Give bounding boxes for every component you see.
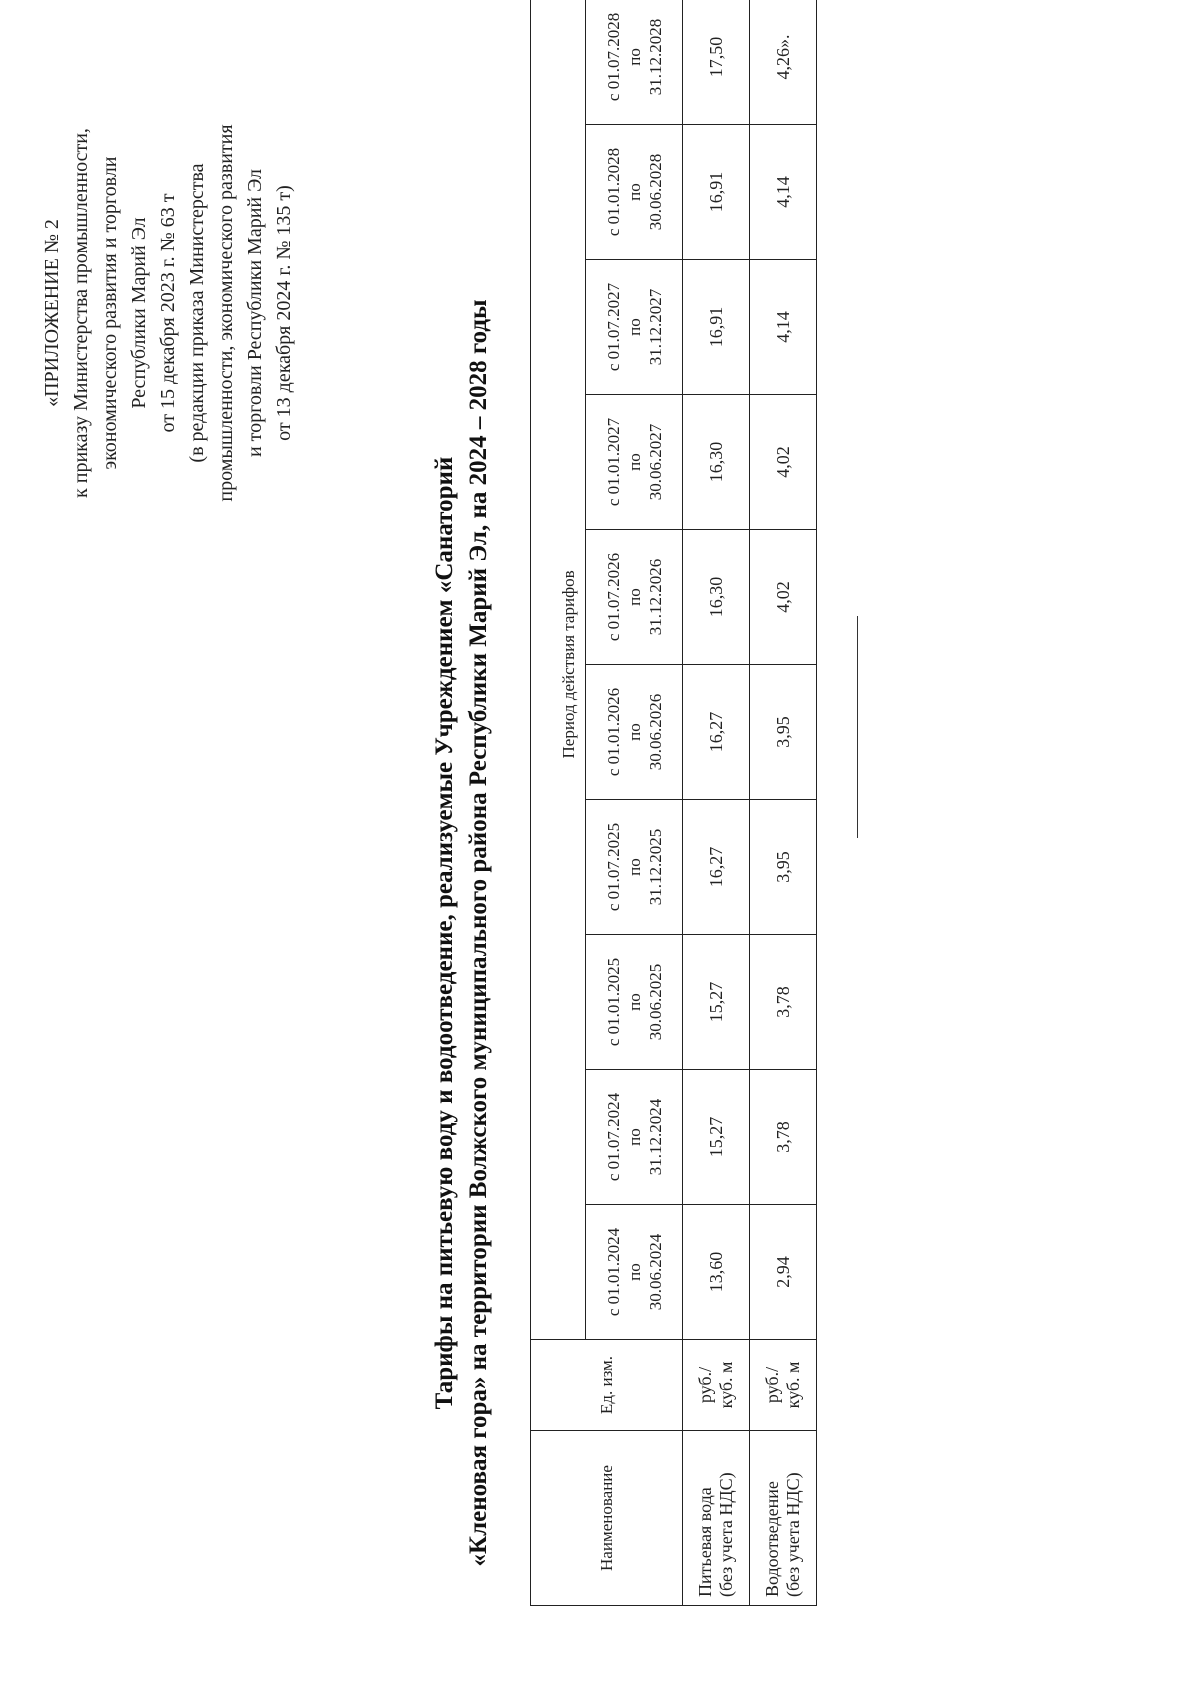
document-title: [428, 288, 496, 1578]
tariff-value-cell: 4,02: [750, 395, 817, 530]
tariff-value-cell: 4,02: [750, 530, 817, 665]
tariff-value-cell: 3,95: [750, 800, 817, 935]
header-line: «ПРИЛОЖЕНИЕ № 2: [41, 219, 63, 407]
period-header-cell: с 01.01.2024 по 30.06.2024: [586, 1205, 683, 1340]
column-header-name: Наименование: [531, 1431, 683, 1606]
tariff-value-cell: 4,14: [750, 125, 817, 260]
header-line: (в редакции приказа Министерства: [186, 163, 208, 463]
row-name-cell: Питьевая вода (без учета НДС): [683, 1431, 750, 1606]
tariff-value-cell: 4,14: [750, 260, 817, 395]
tariff-value-cell: 3,95: [750, 665, 817, 800]
table-row: [750, 0, 817, 1606]
tariff-value-cell: 16,30: [683, 395, 750, 530]
period-header-cell: с 01.07.2025 по 31.12.2025: [586, 800, 683, 935]
tariff-value-cell: 16,27: [683, 800, 750, 935]
title-line-2: «Кленовая гора» на территории Волжского муниципального района Республики Марий Эл, на 2024 – 2028 годы: [465, 299, 492, 1567]
period-header-cell: с 01.07.2024 по 31.12.2024: [586, 1070, 683, 1205]
tariff-value-cell: 13,60: [683, 1205, 750, 1340]
header-line: от 15 декабря 2023 г. № 63 т: [157, 193, 179, 433]
row-name-cell: Водоотведение (без учета НДС): [750, 1431, 817, 1606]
tariff-value-cell: 3,78: [750, 935, 817, 1070]
table-row: [683, 0, 750, 1606]
title-line-1: Тарифы на питьевую воду и водоотведение, реализуемые Учреждением «Санаторий: [431, 456, 458, 1410]
header-line: промышленности, экономического развития: [215, 124, 237, 502]
tariff-value-cell: 3,78: [750, 1070, 817, 1205]
row-unit-cell: руб./ куб. м: [750, 1340, 817, 1431]
header-line: от 13 декабря 2024 г. № 135 т): [273, 185, 295, 441]
column-header-period: Период действия тарифов: [531, 0, 586, 1340]
appendix-header: [38, 83, 299, 543]
tariff-table: [530, 0, 817, 1606]
period-header-cell: с 01.01.2028 по 30.06.2028: [586, 125, 683, 260]
tariff-value-cell: 16,27: [683, 665, 750, 800]
tariff-value-cell: 16,30: [683, 530, 750, 665]
tariff-value-cell: 15,27: [683, 935, 750, 1070]
table-header-row: [531, 0, 586, 1606]
row-unit-cell: руб./ куб. м: [683, 1340, 750, 1431]
tariff-value-cell: 15,27: [683, 1070, 750, 1205]
header-line: и торговли Республики Марий Эл: [244, 168, 266, 458]
tariff-value-cell: 16,91: [683, 260, 750, 395]
tariff-value-cell: 2,94: [750, 1205, 817, 1340]
header-line: Республики Марий Эл: [128, 217, 150, 409]
period-header-cell: с 01.01.2026 по 30.06.2026: [586, 665, 683, 800]
period-header-cell: с 01.07.2028 по 31.12.2028: [586, 0, 683, 125]
divider-line: [857, 616, 858, 838]
period-header-cell: с 01.07.2027 по 31.12.2027: [586, 260, 683, 395]
header-line: экономического развития и торговли: [99, 156, 121, 470]
period-header-cell: с 01.01.2025 по 30.06.2025: [586, 935, 683, 1070]
tariff-value-cell: 17,50: [683, 0, 750, 125]
tariff-value-cell: 4,26».: [750, 0, 817, 125]
period-header-cell: с 01.01.2027 по 30.06.2027: [586, 395, 683, 530]
column-header-unit: Ед. изм.: [531, 1340, 683, 1431]
header-line: к приказу Министерства промышленности,: [70, 128, 92, 498]
period-header-cell: с 01.07.2026 по 31.12.2026: [586, 530, 683, 665]
tariff-value-cell: 16,91: [683, 125, 750, 260]
